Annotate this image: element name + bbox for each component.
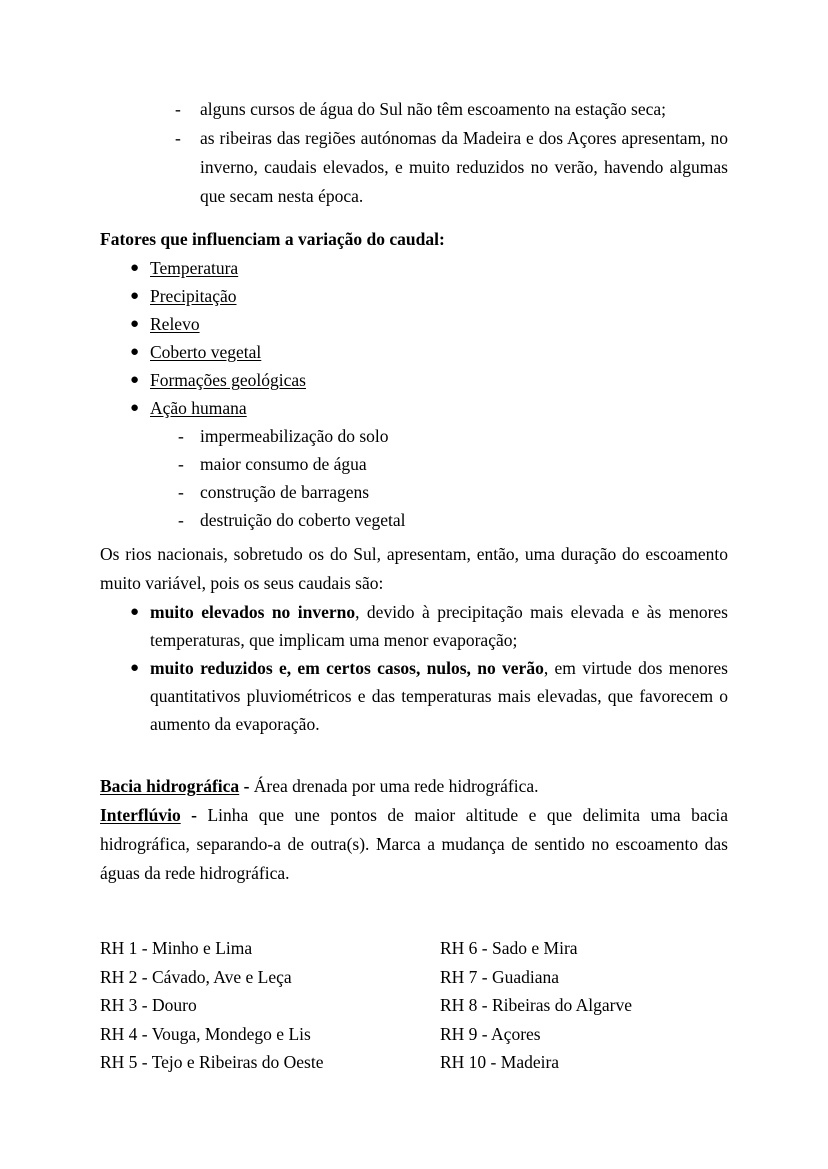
list-item-text: Precipitação <box>150 286 237 306</box>
list-item-text: , em virtude dos menores quantitativos pluviométricos e das temperaturas mais elevadas, que favorecem o aumento da evaporação. <box>150 658 728 734</box>
list-item-text: impermeabilização do solo <box>200 426 389 446</box>
list-item <box>100 124 728 211</box>
definition-text: Linha que une pontos de maior altitude e que delimita uma bacia hidrográfica, separando-a de outra(s). Marca a mudança de sentido no escoamento das águas da rede hidrográfica. <box>100 805 728 883</box>
region-row: RH 4 - Vouga, Mondego e Lis <box>100 1023 311 1044</box>
region-row: RH 5 - Tejo e Ribeiras do Oeste <box>100 1052 324 1072</box>
list-item-text: Formações geológicas <box>150 370 306 390</box>
list-item-text: , devido à precipitação mais elevada e às menores temperaturas, que implicam uma menor evaporação; <box>150 602 728 650</box>
list-item <box>100 598 728 654</box>
definition-text: Área drenada por uma rede hidrográfica. <box>253 776 539 796</box>
bullet-marker: ● <box>130 660 140 676</box>
list-item-text: as ribeiras das regiões autónomas da Madeira e dos Açores apresentam, no inverno, caudais elevados, e muito reduzidos no verão, havendo algumas que secam nesta época. <box>200 128 728 206</box>
factors-heading: Fatores que influenciam a variação do caudal: <box>100 229 445 249</box>
bullet-marker: ● <box>130 344 140 360</box>
dash-marker: - <box>178 426 184 446</box>
region-row: RH 3 - Douro <box>100 995 197 1015</box>
list-item-text: Ação humana <box>150 398 247 418</box>
list-item <box>150 450 728 478</box>
list-item <box>100 310 728 338</box>
definition-term: Interflúvio <box>100 805 181 825</box>
list-item-text: destruição do coberto vegetal <box>200 510 406 530</box>
rivers-paragraph: Os rios nacionais, sobretudo os do Sul, apresentam, então, uma duração do escoamento muito variável, pois os seus caudais são: <box>100 544 728 593</box>
list-item-text: Relevo <box>150 314 200 334</box>
region-row: RH 1 - Minho e Lima <box>100 938 253 958</box>
definition-dash: - <box>239 776 254 796</box>
dash-marker: - <box>178 454 184 474</box>
region-row: RH 8 - Ribeiras do Algarve <box>440 995 632 1015</box>
bullet-marker: ● <box>130 372 140 388</box>
list-item-text: alguns cursos de água do Sul não têm escoamento na estação seca; <box>200 99 667 119</box>
list-item <box>100 338 728 366</box>
bullet-marker: ● <box>130 400 140 416</box>
dash-marker: - <box>178 482 184 502</box>
dash-marker: - <box>175 128 181 148</box>
list-item <box>100 282 728 310</box>
region-row: RH 7 - Guadiana <box>440 966 560 987</box>
dash-marker: - <box>178 510 184 530</box>
region-row: RH 2 - Cávado, Ave e Leça <box>100 966 292 987</box>
hydrographic-regions-block <box>100 934 728 1077</box>
definition-term: Bacia hidrográfica <box>100 776 240 796</box>
definition-bacia-hidrografica <box>100 772 728 801</box>
region-row: RH 6 - Sado e Mira <box>440 938 578 958</box>
definition-interfluvio <box>100 801 728 888</box>
list-item <box>100 254 728 282</box>
list-item-text: construção de barragens <box>200 482 370 502</box>
region-row: RH 10 - Madeira <box>440 1052 560 1072</box>
definition-dash: - <box>180 805 208 825</box>
top-dash-list <box>100 95 728 211</box>
document-page <box>100 0 728 1169</box>
list-item-bold-lead: muito elevados no inverno <box>150 602 356 622</box>
list-item <box>150 478 728 506</box>
list-item <box>100 654 728 738</box>
regions-left-column <box>100 934 440 1077</box>
bullet-marker: ● <box>130 288 140 304</box>
list-item <box>100 366 728 394</box>
region-row: RH 9 - Açores <box>440 1023 541 1044</box>
list-item-text: maior consumo de água <box>200 454 367 474</box>
list-item-text: Coberto vegetal <box>150 342 262 362</box>
bullet-marker: ● <box>130 604 140 620</box>
list-item <box>150 422 728 450</box>
rivers-bullet-list <box>100 598 728 738</box>
list-item <box>100 95 728 124</box>
dash-marker: - <box>175 99 181 119</box>
bullet-marker: ● <box>130 260 140 276</box>
list-item <box>100 394 728 534</box>
regions-right-column <box>440 934 728 1077</box>
list-item <box>150 506 728 534</box>
list-item-text: Temperatura <box>150 258 239 278</box>
list-item-bold-lead: muito reduzidos e, em certos casos, nulos, no verão <box>150 658 544 678</box>
bullet-marker: ● <box>130 316 140 332</box>
factors-bullet-list <box>100 254 728 534</box>
top-dash-list-wrapper <box>100 0 728 211</box>
human-action-sub-list <box>150 422 728 534</box>
